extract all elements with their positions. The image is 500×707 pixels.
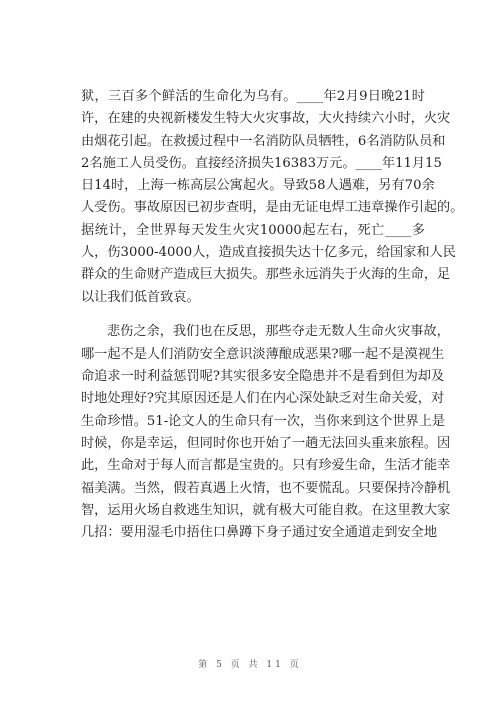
body-text — [81, 86, 464, 544]
text-line: 福美满。当然，假若真遇上火情，也不要慌乱。只要保持冷静机 — [81, 480, 451, 496]
paragraph-first-line: 悲伤之余，我们也在反思，那些夺走无数人生命火灾事故， — [107, 324, 450, 340]
text-line: 日14时，上海一栋高层公寓起火。导致58人遇难，另有70余 — [81, 178, 435, 194]
page-number-footer: 第 5 页 共 11 页 — [198, 660, 302, 670]
text-line: 群众的生命财产造成巨大损失。那些永远消失于火海的生命，足 — [81, 267, 451, 283]
text-line: 几招：要用湿毛巾捂住口鼻蹲下身子通过安全通道走到安全地 — [81, 525, 438, 541]
text-line: 2名施工人员受伤。直接经济损失16383万元。____年11月15 — [81, 155, 442, 171]
text-line: 据统计，全世界每天发生火灾10000起左右，死亡____多 — [81, 222, 425, 238]
text-line: 人，伤3000-4000人，造成直接损失达十亿多元，给国家和人民 — [81, 245, 456, 261]
text-line: 哪一起不是人们消防安全意识淡薄酿成恶果?哪一起不是漠视生 — [81, 346, 445, 362]
text-line: 时候，你是幸运，但同时你也开始了一趟无法回头重来旅程。因 — [81, 435, 451, 451]
text-line: 由烟花引起。在救援过程中一名消防队员牺牲，6名消防队员和 — [81, 133, 446, 149]
text-line: 许，在建的央视新楼发生特大火灾事故，大火持续六小时，火灾 — [81, 111, 451, 127]
text-line: 时地处理好?究其原因还是人们在内心深处缺乏对生命关爱，对 — [81, 391, 445, 407]
text-line: 命追求一时利益惩罚呢?其实很多安全隐患并不是看到但为却及 — [81, 369, 445, 385]
text-line: 人受伤。事故原因已初步查明，是由无证电焊工违章操作引起的。 — [81, 200, 464, 216]
text-line: 生命珍惜。51-论文人的生命只有一次，当你来到这个世界上是 — [81, 413, 446, 429]
text-line: 狱，三百多个鲜活的生命化为乌有。____年2月9日晚21时 — [81, 89, 425, 104]
text-line: 以让我们低首致哀。 — [81, 289, 200, 305]
text-line: 此，生命对于每人而言都是宝贵的。只有珍爱生命，生活才能幸 — [81, 458, 451, 474]
text-line: 智，运用火场自救逃生知识，就有极大可能自救。在这里教大家 — [81, 502, 451, 518]
